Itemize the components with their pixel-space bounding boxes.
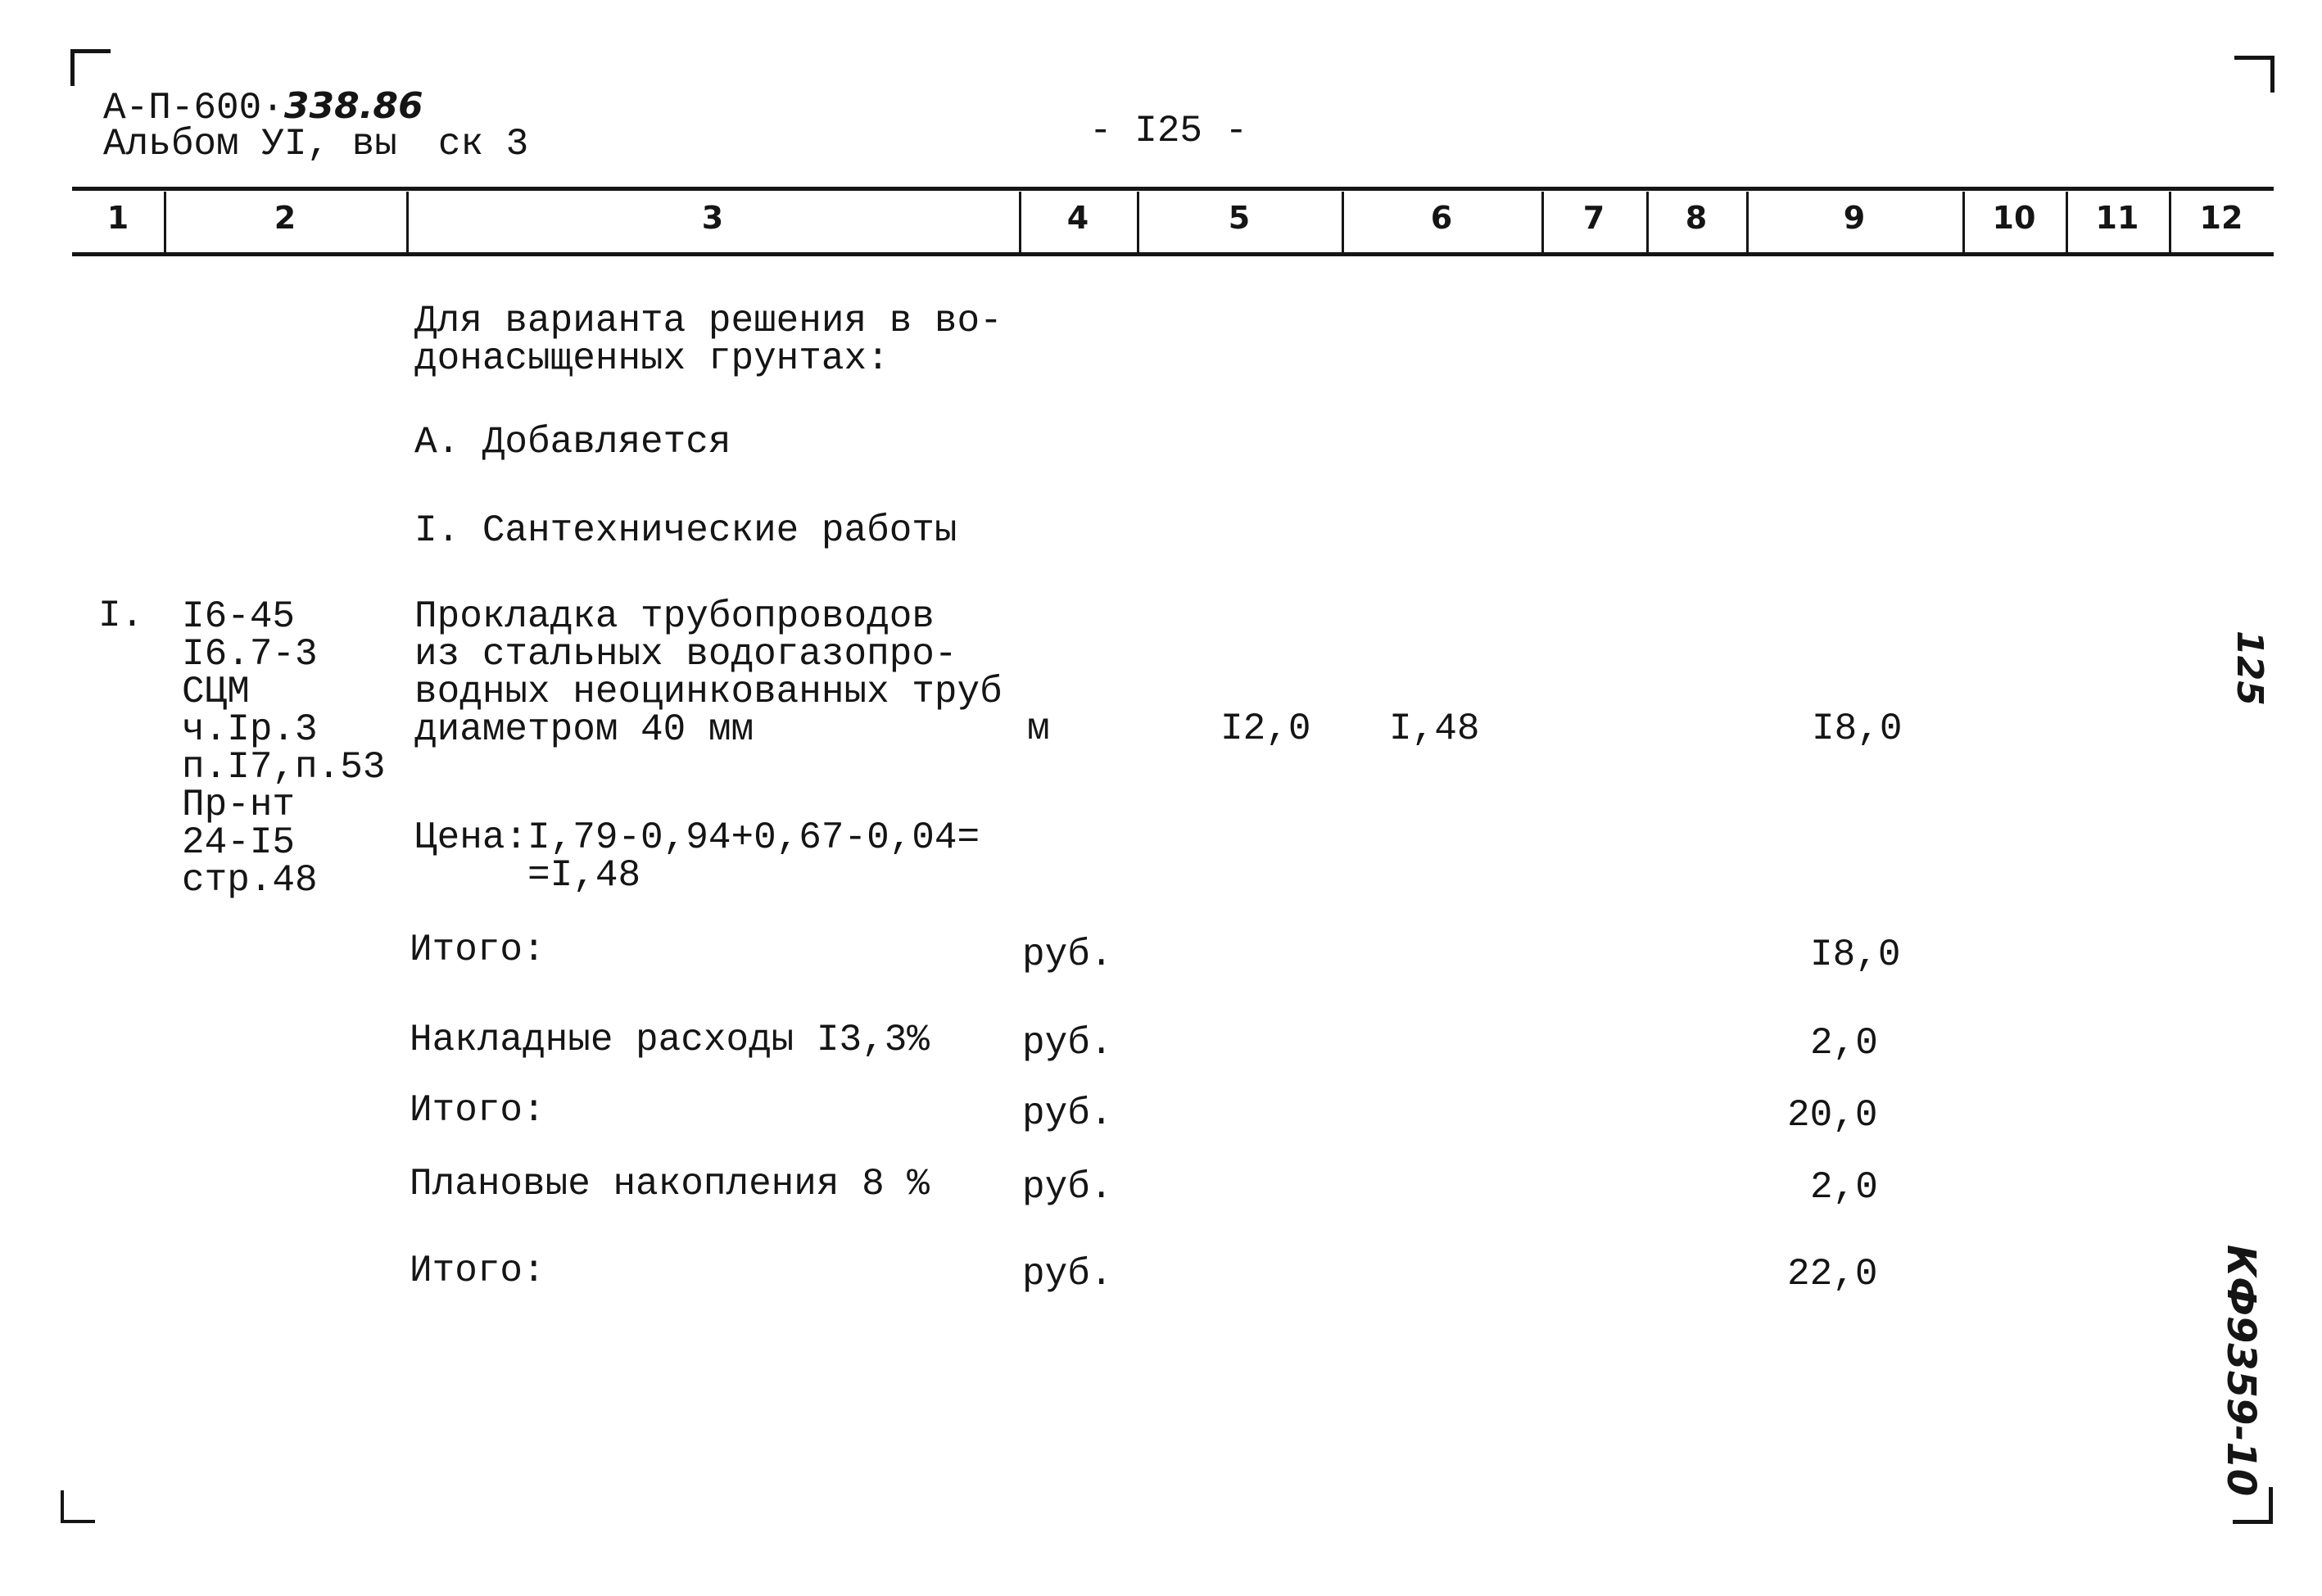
column-number: 10 xyxy=(1992,200,2036,236)
subsection-heading-1: I. Сантехнические работы xyxy=(414,509,957,552)
item-unit: м xyxy=(1027,708,1050,750)
album-label xyxy=(103,123,528,165)
column-number: 7 xyxy=(1582,200,1605,236)
corner-mark-top-right xyxy=(2234,56,2274,93)
margin-page-number: 125 xyxy=(2229,631,2270,706)
column-number: 5 xyxy=(1228,200,1251,236)
item-description: Прокладка трубопроводов из стальных водогазопро- водных неоцинкованных труб диаметром 40 мм xyxy=(414,595,1003,751)
intro-line-2: донасыщенных грунтах: xyxy=(414,337,889,380)
item-price-calculation: Цена:I,79-0,94+0,67-0,04= =I,48 xyxy=(414,816,980,897)
column-number: 12 xyxy=(2199,200,2243,236)
document-code-printed: А-П-600· xyxy=(103,87,284,129)
column-number: 1 xyxy=(106,200,129,236)
column-number: 6 xyxy=(1430,200,1453,236)
item-quantity: I2,0 xyxy=(1220,708,1311,750)
summary-label: Плановые накопления 8 % xyxy=(410,1163,930,1205)
summary-label: Итого: xyxy=(410,1250,545,1292)
summary-unit: руб. xyxy=(1022,1166,1113,1209)
summary-value: 20,0 xyxy=(1787,1094,1878,1137)
column-number: 3 xyxy=(701,200,724,236)
column-number: 9 xyxy=(1843,200,1866,236)
summary-unit: руб. xyxy=(1022,1253,1113,1295)
column-number: 8 xyxy=(1685,200,1708,236)
margin-archive-code: КФ9359-10 xyxy=(2218,1245,2264,1497)
summary-label: Итого: xyxy=(410,929,545,971)
album-label-end: ск 3 xyxy=(437,123,529,165)
summary-label: Итого: xyxy=(410,1089,545,1132)
summary-value: 2,0 xyxy=(1810,1022,1878,1065)
summary-unit: руб. xyxy=(1022,934,1113,976)
album-label-start: Альбом УI, вы xyxy=(103,123,397,165)
page-number: - I25 - xyxy=(1089,110,1248,152)
summary-value: 2,0 xyxy=(1810,1166,1878,1209)
corner-mark-top-left xyxy=(70,49,111,86)
column-number: 4 xyxy=(1066,200,1089,236)
column-number: 2 xyxy=(274,200,296,236)
column-number: 11 xyxy=(2095,200,2139,236)
summary-value: 22,0 xyxy=(1787,1253,1878,1295)
document-code-handwritten: 338.86 xyxy=(283,85,423,127)
item-price: I,48 xyxy=(1389,708,1480,750)
summary-unit: руб. xyxy=(1022,1022,1113,1065)
item-reference: I6-45 I6.7-3 СЦМ ч.Iр.3 п.I7,п.53 Пр-нт 24-I5 стр.48 xyxy=(182,595,386,902)
corner-mark-bottom-left xyxy=(61,1490,95,1523)
summary-value: I8,0 xyxy=(1810,934,1901,976)
intro-line-1: Для варианта решения в во- xyxy=(414,300,1003,342)
section-heading-a: А. Добавляется xyxy=(414,421,731,463)
summary-label: Накладные расходы I3,3% xyxy=(410,1019,930,1061)
summary-unit: руб. xyxy=(1022,1092,1113,1135)
table-header-bottom-rule xyxy=(72,252,2274,256)
item-number: I. xyxy=(98,595,144,637)
table-header-top-rule xyxy=(72,187,2274,191)
item-total: I8,0 xyxy=(1812,708,1903,750)
